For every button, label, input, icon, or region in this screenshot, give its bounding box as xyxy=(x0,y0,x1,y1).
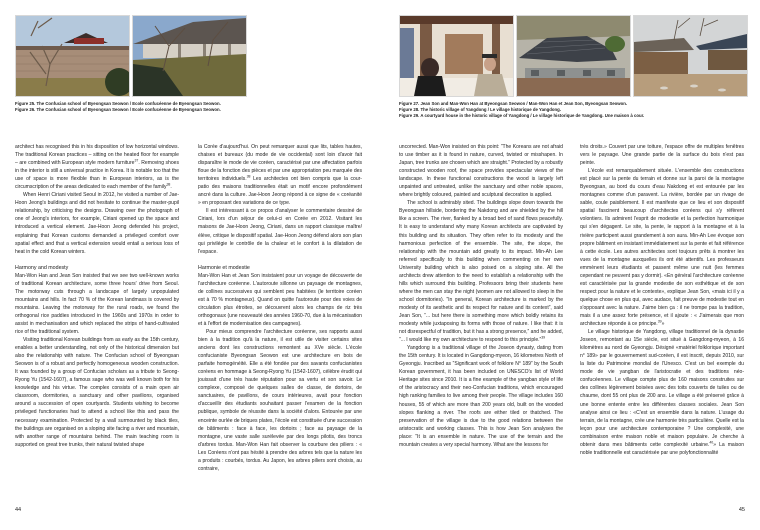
footnote-ref[interactable]: 40 xyxy=(709,440,714,445)
photo-image xyxy=(517,16,630,96)
photo-confucian-school-pavilion xyxy=(132,15,247,97)
text-column-english xyxy=(15,143,179,449)
paragraph-text: . xyxy=(170,184,172,191)
figure-caption: Figure 27. Jean Son and Man-Won Han at Byeongsan Seowon / Man-Won Han et Jean Son, Byeongsan Seowon. xyxy=(399,101,628,106)
page-number: 45 xyxy=(738,507,745,513)
footnote-ref[interactable]: 39 xyxy=(541,335,546,340)
photo-jean-son-and-man-won-han xyxy=(399,15,514,97)
paragraph-text: Les architectes ont bien compris que la cour-patio des maisons traditionnelles était un motif encore profondément ancré dans la culture. Jae-Hoon Jeong répond à ce signe de « coréanité » en proposant des variations de ce type. xyxy=(198,176,362,207)
paragraph: Man-Won Han et Jean Son insistaient pour un voyage de découverte de l'architecture coréenne. L'autoroute sillonne un paysage de montagnes, de collines successives qui semblent peu habitées (le territoire coréen est à 70 % montagneux). Quand on quitte l'autoroute pour des voies de circulation plus étroites, se découvrent alors les champs de riz très orthogonaux (une nouveauté des années 1960-70, due à la mécanisation et à l'effort de modernisation des campagnes). xyxy=(198,272,362,327)
paragraph: Yangdong is a traditional village of the Joseon dynasty, dating from the 15th century. It is located in Gangdong-myeon, 16 kilometres North of Gyeongju. Inscribed as “Significant work of folklore N° 189” by the South Korean government, it has been included on UNESCO's list of World Heritage sites since 2010. It is a fine example of the yangban style of life of the aristocracy and their neo-Confucian traditions, which encouraged high ranking families to live among their people. The village includes 160 houses, 55 of which are more than 200 years old, built on the wooded slopes flanking a river. The roofs are either tiled or thatched. The preservation of the village is due to the good relations between the aristocratic and working classes. This is how Jean Son analyses the place: “It is an ensemble in nature. The use of the terrain and the mountain creates a very special harmony. What are the lessons for xyxy=(399,345,563,448)
page-number: 44 xyxy=(15,507,22,513)
paragraph xyxy=(15,143,179,191)
paragraph-text: » La maison noble traditionnelle est caractérisée par une polyfonctionnalité xyxy=(580,441,744,456)
figure-caption: Figure 28. The historic village of Yangdong / Le village historique de Yangdong. xyxy=(399,107,561,112)
footnote-ref[interactable]: 38 xyxy=(166,182,171,187)
paragraph-text: » xyxy=(661,321,665,328)
photo-confucian-school-wall xyxy=(15,15,130,97)
paragraph: Visiting traditional Korean buildings from as early as the 15th century, enables a better understanding, not only of the historical dimension but also the relationship with nature. The Confucian school of Byeongsan Seowon is of a robust and perfectly homogeneous wooden construction. It was founded by a group of Confucian scholars as a tribute to Seong-Ryong Yu (1542-1607), a famous sage who was well known both for his knowledge and his virtue. The complex consists of a main open air classroom, dormitories, a sanctuary and other pavilions, organised around a succession of open courtyards. Students wishing to become privileged functionaries had to attend a school like this and pass the necessary examination. Protected by a wall surmounted by black tiles, the buildings are organised on a sloping site facing a river and mountain, with another range of mountains behind. The main teaching room is supported on great tree trunks, their natural twisted shape xyxy=(15,337,179,448)
paragraph-text: . Removing shoes in the interior is still a universal practice in Korea. It is notable too that the use of space is more flexible than in European interiors, as is the circumscription of the areas dedicated to each member of the family xyxy=(15,160,179,191)
text-column-french xyxy=(580,143,744,457)
paragraph-text: Le village historique de Yangdong, village traditionnel de la dynastie Joseon, remontant au 15e siècle, est situé à Gangdong-myeon, à 16 kilomètres au nord de Gyeongju. Désigné «matériel folklorique important n° 189» par le gouvernement sud-coréen, il est inscrit, depuis 2010, sur la liste du Patrimoine mondial de l'Unesco. C'est un bel exemple du mode de vie yangban de l'aristocratie et des traditions néo-confucéennes. Le village compte plus de 160 maisons construites sur des collines légèrement boisées avec des toits couverts de tuiles ou de chaume, dont 55 ont plus de 200 ans. Le village a été préservé grâce à une bonne entente entre les différentes classes sociales. Jean Son analyse ainsi ce lieu : «C'est un ensemble dans la nature. L'usage du terrain, de la montagne, crée une harmonie très particulière. Quelle est la leçon pour une architecture contemporaine ? Une complexité, une combinaison entre maison noble et maison populaire. Je cherche à obtenir dans mes bâtiments cette complexité urbaine. xyxy=(580,329,744,448)
photo-image xyxy=(634,16,747,96)
right-page xyxy=(380,0,760,530)
paragraph xyxy=(399,199,563,344)
paragraph-text: architect has recognised this in his disposition of low horizontal windows. The traditional Korean practices – sitting on the heated floor for example – are combined with European style modern furniture xyxy=(15,144,179,167)
paragraph xyxy=(580,167,744,328)
photo-image xyxy=(400,16,513,96)
figure-caption: Figure 29. A courtyard house in the historic village of Yangdong / Le village historique de Yangdong. Une maison à cour. xyxy=(399,113,645,118)
paragraph xyxy=(198,143,362,207)
figure-caption: Figure 26. The Confucian school of Byeongsan Seowon / Ecole confucéenne de Byeongsan Seowon. xyxy=(15,107,221,112)
paragraph-text: L'école est remarquablement située. L'ensemble des constructions est placé sur la pente du terrain et donne sur la paroi de la montagne Byeongsan, au bord du cours d'eau Nakdong et est entourée par les montagnes comme d'un paravent. La rivière, bordée par un rivage de sable, coule paisiblement. Il est manifeste que ce lieu et son dispositif spatial fascinent beaucoup d'architectes coréens qui s'y réfèrent volontiers. Ils admirent l'esprit de modestie et la perfection harmonique qui s'en dégagent. Le site, la pente, le rapport à la montagne et à la rivière participent aussi grandement à son aura. Min-Ah Lee évoque son propre bâtiment en insistant immédiatement sur la pente et fait référence à cette école. Les autres architectes sont toujours prêts à montrer les vues de la montagne auxquelles ils ont été attentifs. Les professeurs emmènent leurs étudiants et passent même une nuit (les femmes cependant ne peuvent pas y dormir). «En général l'architecture coréenne est caractérisée par la grande modestie de son esthétique et de son respect pour la nature et le contexte», explique Jean Son, «mais ici il y a quelque chose en plus qui, avec audace, fait preuve de modestie tout en s'opposant avec la nature. J'aime bien ça : il ne trompe pas la tradition, mais il a une assez forte présence, et il ajoute : « J'aimerais que mon architecture réponde à ce principe. xyxy=(580,168,744,328)
paragraph: Il est intéressant à ce propos d'analyser le commentaire dessiné de Ciriani, lors d'un séjour de celui-ci en Corée en 2012. Visitant les maisons de Jae-Hoon Jeong, Ciriani, dans un rapport classique maître/élève, critique le dispositif spatial. Jae-Hoon Jeong défend alors son plan qui privilégie le contrôle de la chaleur et le confort à la dilatation de l'espace. xyxy=(198,208,362,255)
section-heading: Harmonie et modestie xyxy=(198,264,250,271)
section-heading: Harmony and modesty xyxy=(15,264,69,271)
footnote-ref[interactable]: 39 xyxy=(657,319,662,324)
paragraph-text: la Corée d'aujourd'hui. On peut remarquer aussi que lits, tables hautes, chaises et bureaux (du mode de vie occidental) sont loin d'avoir fait disparaître le mode de vie coréen, caractérisé par une affectation parfois floue de la fonction des pièces et par une appropriation peu marquée des territoires individuels. xyxy=(198,144,362,183)
paragraph: Man-Won Han and Jean Son insisted that we see two well-known works of traditional Korean architecture, some three hours' drive from Seoul. The motorway cuts through a landscape of largely unpopulated mountains and hills. In fact 70 % of the Korean landmass is covered by mountains. Leaving the motorway for the rural roads, we found the orthogonal rice paddies introduced in the 1960s and 1970s in order to assist in mechanisation and which replaced the strips of hand-cultivated rice of the traditional system. xyxy=(15,272,179,335)
footnote-ref[interactable]: 38 xyxy=(246,174,251,179)
paragraph-text: The school is admirably sited. The buildings slope down towards the Byeongsan hillside, bordering the Nakdong and are shielded by the hill like a screen. The river, flanked by a broad bed of sand flows peacefully. It is easy to understand why many Korean architects are captivated by this building and its situation. They often refer to its modesty and the harmonious perfection of the ensemble. The site, the slope, the relationship with the mountain add greatly to its impact. Min-Ah Lee referred specifically to this building when commenting on her own University building which is also poised on a sloping site. All the architects drew attention to the need to establish a relationship with the hills which surround this building. Professors bring their students here where the men can stay the night (women are not allowed to sleep in the school dormitories). “In general, Korean architecture is marked by the modesty of its aesthetic and its respect for nature and its context”, said Jean Son, “... but here there is something more which boldly retains its modesty while juxtaposing its forms with those of nature. I like that: it is not disrespectful of tradition, but it has a strong presence,” and he added, “... I would like my own architecture to respond to this principle.” xyxy=(399,200,563,344)
figure-caption: Figure 25. The Confucian school of Byeongsan Seowon / Ecole confucéenne de Byeongsan Seowon. xyxy=(15,101,221,106)
paragraph: uncorrected. Man-Won insisted on this point: “The Koreans are not afraid to use timber as it is found in nature, curved, twisted or misshapen. In Japan, tree trunks are chosen which are straight.” Protected by a robustly constructed wooden roof, the space provides spectacular views of the landscape. In these functional constructions the wood is largely left unpainted and untreated, unlike the sanctuary and other noble spaces, where brightly coloured, painted and sculptural decoration is applied. xyxy=(399,144,563,199)
paragraph xyxy=(580,328,744,457)
text-column-english xyxy=(399,143,563,449)
photo-yangdong-thatched-house xyxy=(633,15,748,97)
paragraph: When Henri Ciriani visited Seoul in 2012, he visited a number of Jae-Hoon Jeong's buildings and did not hesitate to continue the master-pupil relationship, by criticising the designs. Drawing over the photograph of one of Jeong's interiors, for example, Ciriani opened up the space and introduced a vertical element. Jae-Hoon Jeong defended his project, explaining that Korean customs demanded a privileged comfort over spatial effect and that a vertical extension would entail a serious loss of heat in the cold Korean winters. xyxy=(15,192,179,255)
paragraph: Pour mieux comprendre l'architecture coréenne, ses rapports aussi bien à la tradition qu'à la nature, il est utile de visiter certains sites anciens dont les constructions remontent au XVe siècle. L'école confucianiste Byeongsan Seowon est une architecture en bois de parfaite homogénéité. Elle a été fondée par des savants confucianistes coréens en hommage à Seong-Ryong Yu (1542-1607), célèbre érudit qui jouissait d'une très haute réputation pour sa vertu et son savoir. Le complexe, composé de quelques salles de classe, de dortoirs, de sanctuaires, de pavillons, de cours intérieures, avait pour fonction d'accueillir des étudiants souhaitant passer l'examen de la fonction publique, symbole de réussite dans la société d'alors. Entourée par une enceinte ourlée de briques plates, l'école est constituée d'une succession de bâtiments : face à face, les dortoirs ; face au paysage de la montagne, une vaste salle surélevée par des longs pilotis, des troncs d'arbres tordus. Man-Won Han fait observer la courbure des piliers : « Les Coréens n'ont pas hésité à prendre des arbres tels que la nature les a produits : courbés, tordus. Au Japon, les arbres piliers sont choisis, au contraire, xyxy=(198,328,362,472)
paragraph: très droits.» Couvert par une toiture, l'espace offre de multiples fenêtres vers le paysage. Une grande partie de la surface du bois n'est pas peinte. xyxy=(580,144,744,167)
text-column-french xyxy=(198,143,362,473)
footnote-ref[interactable]: 37 xyxy=(134,158,139,163)
photo-image xyxy=(16,16,129,96)
photo-yangdong-tiled-roof xyxy=(516,15,631,97)
photo-image xyxy=(133,16,246,96)
